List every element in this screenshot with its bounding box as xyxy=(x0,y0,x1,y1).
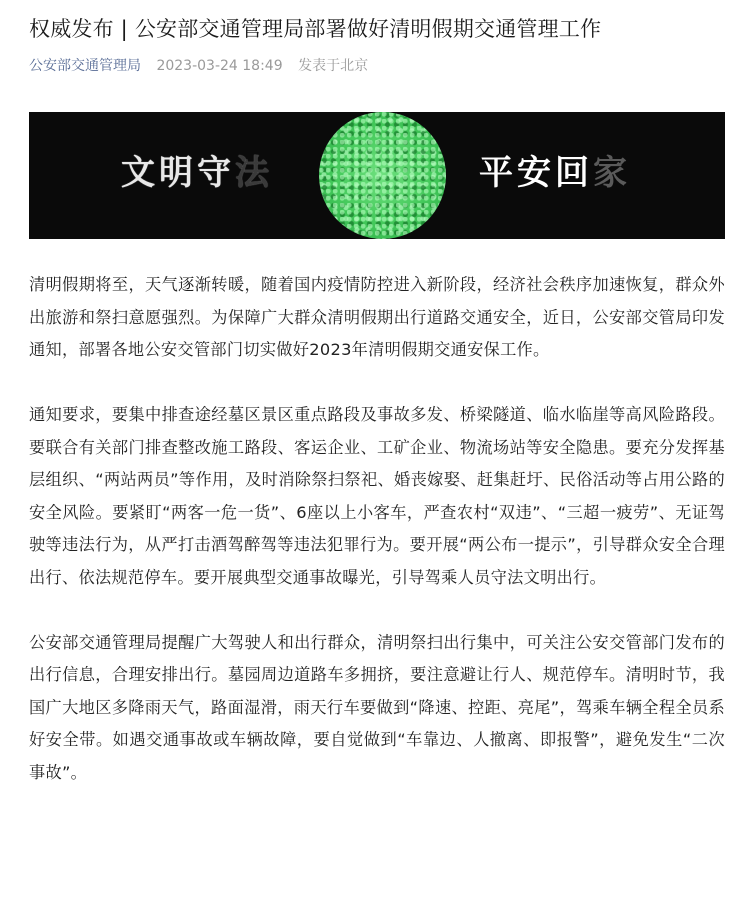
article-meta xyxy=(29,56,725,76)
article xyxy=(29,0,725,782)
article-title: 权威发布 | 公安部交通管理局部署做好清明假期交通管理工作 xyxy=(29,17,602,41)
article-content xyxy=(29,269,725,789)
author-link[interactable]: 公安部交通管理局 xyxy=(29,58,141,74)
banner-slogan-right xyxy=(479,151,631,195)
paragraph: 通知要求，要集中排查途经墓区景区重点路段及事故多发、桥梁隧道、临水临崖等高风险路段。要联合有关部门排查整改施工路段、客运企业、工矿企业、物流场站等安全隐患。要充分发挥基层组织、“两站两员”等作用，及时消除祭扫祭祀、婚丧嫁娶、赶集赶圩、民俗活动等占用公路的安全风险。要紧盯“两客一危一货”、6座以上小客车，严查农村“双违”、“三超一疲劳”、无证驾驶等违法行为，从严打击酒驾醉驾等违法犯罪行为。要开展“两公布一提示”，引导群众安全合理出行、依法规范停车。要开展典型交通事故曝光，引导驾乘人员守法文明出行。 xyxy=(29,405,725,587)
green-orb-graphic xyxy=(319,112,446,239)
publish-location: 发表于北京 xyxy=(298,58,369,74)
banner-slogan-left-fade: 法 xyxy=(235,153,273,193)
banner-slogan-right-main: 平安回 xyxy=(479,153,593,193)
paragraph: 公安部交通管理局提醒广大驾驶人和出行群众，清明祭扫出行集中，可关注公安交管部门发布的出行信息，合理安排出行。墓园周边道路车多拥挤，要注意避让行人、规范停车。清明时节，我国广大地区多降雨天气，路面湿滑，雨天行车要做到“降速、控距、亮尾”，驾乘车辆全程全员系好安全带。如遇交通事故或车辆故障，要自觉做到“车靠边、人撤离、即报警”，避免发生“二次事故”。 xyxy=(29,632,725,782)
publish-time: 2023-03-24 18:49 xyxy=(156,58,283,74)
banner-image xyxy=(29,112,725,239)
banner-slogan-right-fade: 家 xyxy=(593,153,631,193)
paragraph: 清明假期将至，天气逐渐转暖，随着国内疫情防控进入新阶段，经济社会秩序加速恢复，群众外出旅游和祭扫意愿强烈。为保障广大群众清明假期出行道路交通安全，近日，公安部交管局印发通知，部署各地公安交管部门切实做好2023年清明假期交通安保工作。 xyxy=(29,275,725,359)
banner-slogan-left xyxy=(121,151,273,195)
banner-slogan-left-main: 文明守 xyxy=(121,153,235,193)
